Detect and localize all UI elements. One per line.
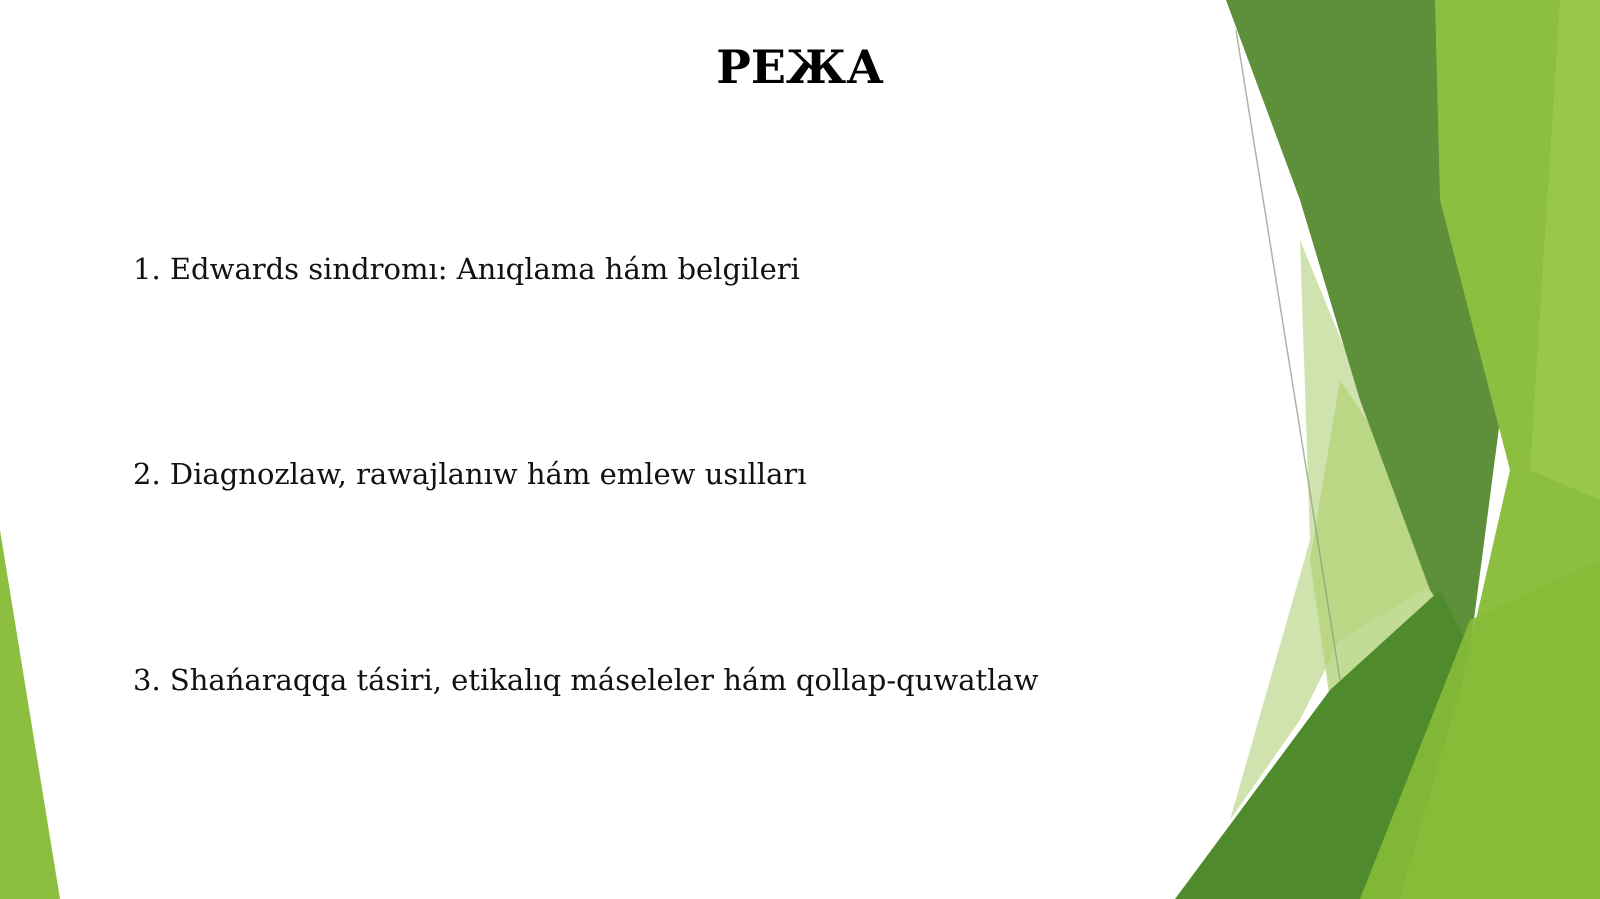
agenda-item-3: 3. Shańaraqqa tásiri, etikalıq máseleler hám qollap-quwatlaw	[133, 663, 1039, 697]
slide-title: РЕЖА	[716, 40, 884, 94]
agenda-item-1: 1. Edwards sindromı: Anıqlama hám belgileri	[133, 252, 800, 286]
agenda-item-2: 2. Diagnozlaw, rawajlanıw hám emlew usılları	[133, 457, 807, 491]
left-green-shape	[0, 530, 60, 899]
